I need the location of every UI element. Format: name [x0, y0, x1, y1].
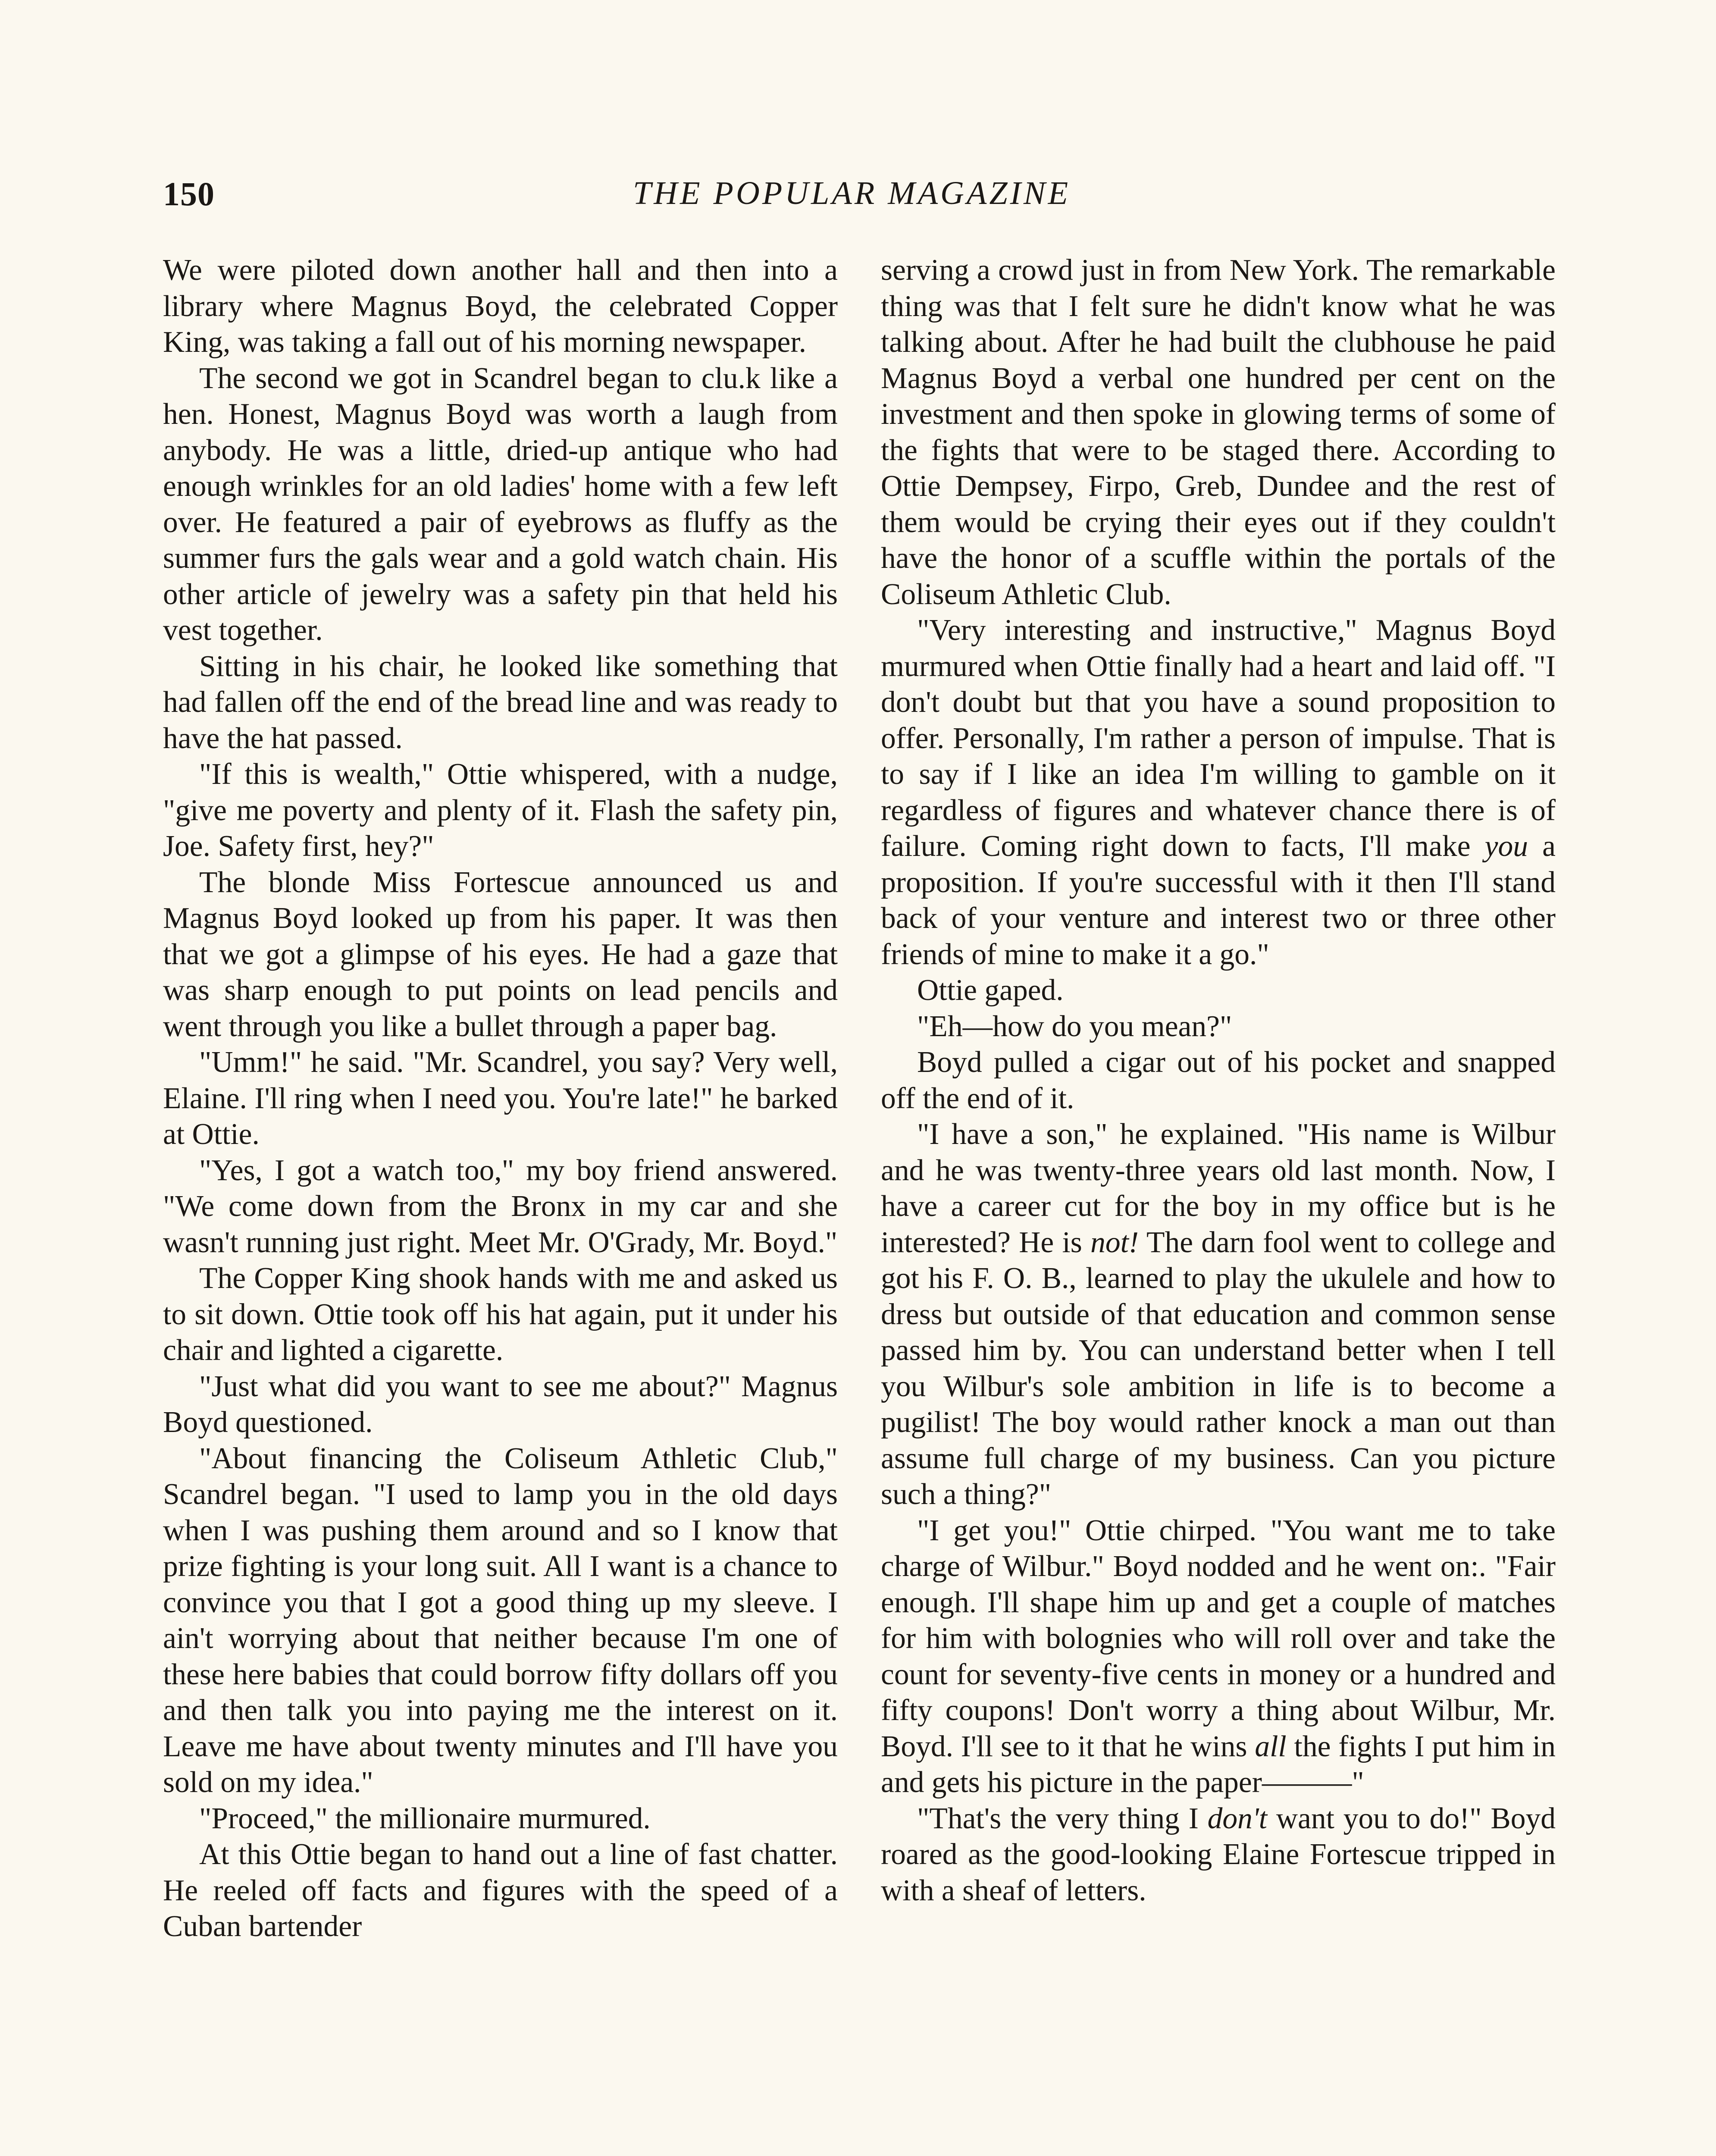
paragraph: "If this is wealth," Ottie whispered, with a nudge, "give me poverty and plenty of it. Flash the safety pin, Joe. Safety first, hey?": [163, 758, 838, 863]
text-run: a proposition. If you're successful with it then I'll stand back of your venture and interest two or three other friends of mine to make it a go.": [881, 830, 1556, 971]
running-head: THE POPULAR MAGAZINE: [633, 175, 1071, 211]
italic-text: all: [1255, 1730, 1287, 1763]
paragraph: Boyd pulled a cigar out of his pocket and snapped off the end of it.: [881, 1046, 1556, 1115]
text-run: "Very interesting and instructive," Magnus Boyd murmured when Ottie finally had a heart and laid off. "I don't doubt but that you have a sound proposition to offer. Personally, I'm rather a person of impulse. That is to say if I like an idea I'm willing to gamble on it regardless of figures and whatever chance there is of failure. Coming right down to facts, I'll make: [881, 614, 1556, 863]
left-column: [163, 252, 838, 1945]
paragraph: Sitting in his chair, he looked like something that had fallen off the end of the bread line and was ready to have the hat passed.: [163, 649, 838, 755]
paragraph: [881, 612, 1556, 972]
italic-text: not!: [1090, 1225, 1139, 1259]
paragraph: "Eh—how do you mean?": [917, 1009, 1232, 1043]
italic-text: don't: [1207, 1802, 1268, 1835]
paragraph: The blonde Miss Fortescue announced us and Magnus Boyd looked up from his paper. It was then that we got a glimpse of his eyes. He had a gaze that was sharp enough to put points on lead pencils and went through you like a bullet through a paper bag.: [163, 865, 838, 1043]
paragraph: "Yes, I got a watch too," my boy friend answered. "We come down from the Bronx in my car and she wasn't running just right. Meet Mr. O'Grady, Mr. Boyd.": [163, 1153, 838, 1259]
paragraph: [881, 1801, 1556, 1909]
paragraph: We were piloted down another hall and then into a library where Magnus Boyd, the celebrated Copper King, was taking a fall out of his morning newspaper.: [163, 254, 838, 359]
paragraph: [881, 1513, 1556, 1801]
text-run: want you to do!" Boyd roared as the good-looking Elaine Fortescue tripped in with a sheaf of letters.: [881, 1802, 1556, 1907]
paragraph: The second we got in Scandrel began to clu.k like a hen. Honest, Magnus Boyd was worth a laugh from anybody. He was a little, dried-up antique who had enough wrinkles for an old ladies' home with a few left over. He featured a pair of eyebrows as fluffy as the summer furs the gals wear and a gold watch chain. His other article of jewelry was a safety pin that held his vest together.: [163, 361, 838, 647]
text-run: the fights I put him in and gets his picture in the paper———": [881, 1730, 1556, 1799]
page-header: [163, 175, 1541, 231]
italic-text: you: [1484, 830, 1528, 863]
page-number: 150: [163, 175, 215, 213]
paragraph: "Proceed," the millionaire murmured.: [199, 1802, 651, 1835]
text-run: "I have a son," he explained. "His name is Wilbur and he was twenty-three years old last month. Now, I have a career cut for the boy in my office but is he interested? He is: [881, 1118, 1556, 1259]
text-run: "I get you!" Ottie chirped. "You want me to take charge of Wilbur." Boyd nodded and he went on:. "Fair enough. I'll shape him up and get a couple of matches for him with bolognies who will roll over and take the count for seventy-five cents in money or a hundred and fifty coupons! Don't worry a thing about Wilbur, Mr. Boyd. I'll see to it that he wins: [881, 1514, 1556, 1763]
right-column: [881, 252, 1556, 1908]
paragraph: The Copper King shook hands with me and asked us to sit down. Ottie took off his hat again, put it under his chair and lighted a cigarette.: [163, 1262, 838, 1367]
paragraph: serving a crowd just in from New York. The remarkable thing was that I felt sure he didn't know what he was talking about. After he had built the clubhouse he paid Magnus Boyd a verbal one hundred per cent on the investment and then spoke in glowing terms of some of the fights that were to be staged there. According to Ottie Dempsey, Firpo, Greb, Dundee and the rest of them would be crying their eyes out if they couldn't have the honor of a scuffle within the portals of the Coliseum Athletic Club.: [881, 254, 1556, 611]
paragraph: "Just what did you want to see me about?" Magnus Boyd questioned.: [163, 1369, 838, 1439]
paragraph: Ottie gaped.: [917, 974, 1064, 1007]
paragraph: "Umm!" he said. "Mr. Scandrel, you say? Very well, Elaine. I'll ring when I need you. You're late!" he barked at Ottie.: [163, 1046, 838, 1151]
text-run: "That's the very thing I: [917, 1802, 1208, 1835]
paragraph: "About financing the Coliseum Athletic Club," Scandrel began. "I used to lamp you in the old days when I was pushing them around and so I know that prize fighting is your long suit. All I want is a chance to convince you that I got a good thing up my sleeve. I ain't worrying about that neither because I'm one of these here babies that could borrow fifty dollars off you and then talk you into paying me the interest on it. Leave me have about twenty minutes and I'll have you sold on my idea.": [163, 1442, 838, 1799]
text-run: The darn fool went to college and got his F. O. B., learned to play the ukulele and how to dress but outside of that education and common sense passed him by. You can understand better when I tell you Wilbur's sole ambition in life is to become a pugilist! The boy would rather knock a man out than assume full charge of my business. Can you picture such a thing?": [881, 1225, 1556, 1511]
paragraph: [881, 1116, 1556, 1513]
paragraph: At this Ottie began to hand out a line of fast chatter. He reeled off facts and figures with the speed of a Cuban bartender: [163, 1838, 838, 1943]
